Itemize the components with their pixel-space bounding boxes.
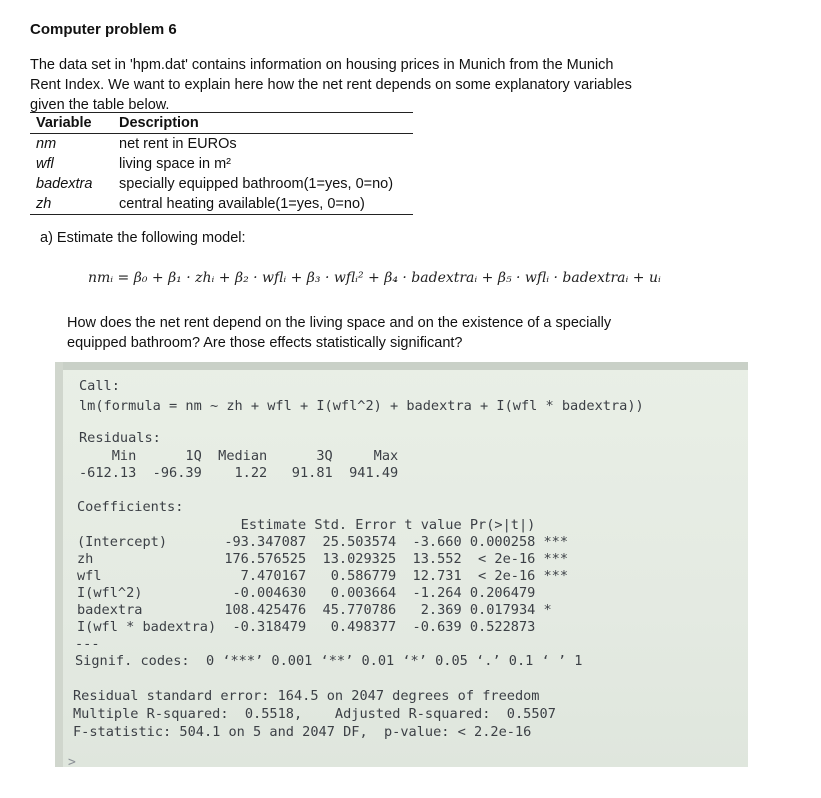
variable-name: badextra	[36, 176, 93, 192]
call-label: Call:	[79, 378, 120, 394]
part-a-question	[67, 313, 687, 353]
question-line: equipped bathroom? Are those effects statistically significant?	[67, 335, 463, 351]
header-description: Description	[119, 115, 199, 131]
variable-description: living space in m²	[119, 156, 232, 172]
part-a-label: a) Estimate the following model:	[40, 230, 246, 246]
console-prompt: >	[68, 755, 76, 770]
variable-table	[30, 112, 413, 215]
coefficient-row: badextra 108.425476 45.770786 2.369 0.017934 *	[77, 602, 552, 618]
model-formula: nmᵢ = β₀ + β₁ · zhᵢ + β₂ · wflᵢ + β₃ · wflᵢ² + β₄ · badextraᵢ + β₅ · wflᵢ · badextraᵢ + uᵢ	[88, 270, 661, 286]
coefficients-header: Estimate Std. Error t value Pr(>|t|)	[77, 517, 536, 533]
coefficient-row: (Intercept) -93.347087 25.503574 -3.660 0.000258 ***	[77, 534, 569, 550]
question-line: How does the net rent depend on the living space and on the existence of a specially	[67, 315, 612, 331]
table-row	[30, 194, 413, 214]
f-statistic: F-statistic: 504.1 on 5 and 2047 DF, p-value: < 2.2e-16	[73, 724, 532, 740]
table-header-row	[30, 113, 413, 133]
r-output-photo	[55, 362, 748, 770]
problem-heading: Computer problem 6	[30, 21, 177, 38]
coefficient-row: zh 176.576525 13.029325 13.552 < 2e-16 ***	[77, 551, 569, 567]
variable-name: nm	[36, 136, 57, 152]
header-variable: Variable	[36, 115, 92, 131]
table-row	[30, 134, 413, 154]
intro-paragraph	[30, 55, 690, 115]
table-row	[30, 174, 413, 194]
coefficient-row: I(wfl^2) -0.004630 0.003664 -1.264 0.206479	[77, 585, 536, 601]
intro-line: The data set in 'hpm.dat' contains information on housing prices in Munich from the Munich	[30, 57, 614, 73]
residual-std-error: Residual standard error: 164.5 on 2047 degrees of freedom	[73, 688, 540, 704]
coefficient-row: I(wfl * badextra) -0.318479 0.498377 -0.639 0.522873	[77, 619, 536, 635]
variable-description: specially equipped bathroom(1=yes, 0=no)	[119, 176, 394, 192]
coefficient-row: wfl 7.470167 0.586779 12.731 < 2e-16 ***	[77, 568, 569, 584]
photo-edge	[55, 362, 748, 370]
residuals-header: Min 1Q Median 3Q Max	[79, 448, 399, 464]
intro-line: Rent Index. We want to explain here how the net rent depends on some explanatory variables	[30, 77, 632, 93]
intro-line: given the table below.	[30, 97, 170, 113]
photo-edge	[55, 362, 63, 767]
r-squared: Multiple R-squared: 0.5518, Adjusted R-squared: 0.5507	[73, 706, 556, 722]
residuals-label: Residuals:	[79, 430, 161, 446]
variable-name: wfl	[36, 156, 54, 172]
separator: ---	[75, 636, 100, 652]
call-text: lm(formula = nm ~ zh + wfl + I(wfl^2) + badextra + I(wfl * badextra))	[79, 398, 644, 414]
variable-description: net rent in EUROs	[119, 136, 237, 152]
table-row	[30, 154, 413, 174]
residuals-values: -612.13 -96.39 1.22 91.81 941.49	[79, 465, 399, 481]
signif-codes: Signif. codes: 0 ‘***’ 0.001 ‘**’ 0.01 ‘*’ 0.05 ‘.’ 0.1 ‘ ’ 1	[75, 653, 583, 669]
coefficients-label: Coefficients:	[77, 499, 184, 515]
variable-name: zh	[36, 196, 52, 212]
variable-description: central heating available(1=yes, 0=no)	[119, 196, 365, 212]
